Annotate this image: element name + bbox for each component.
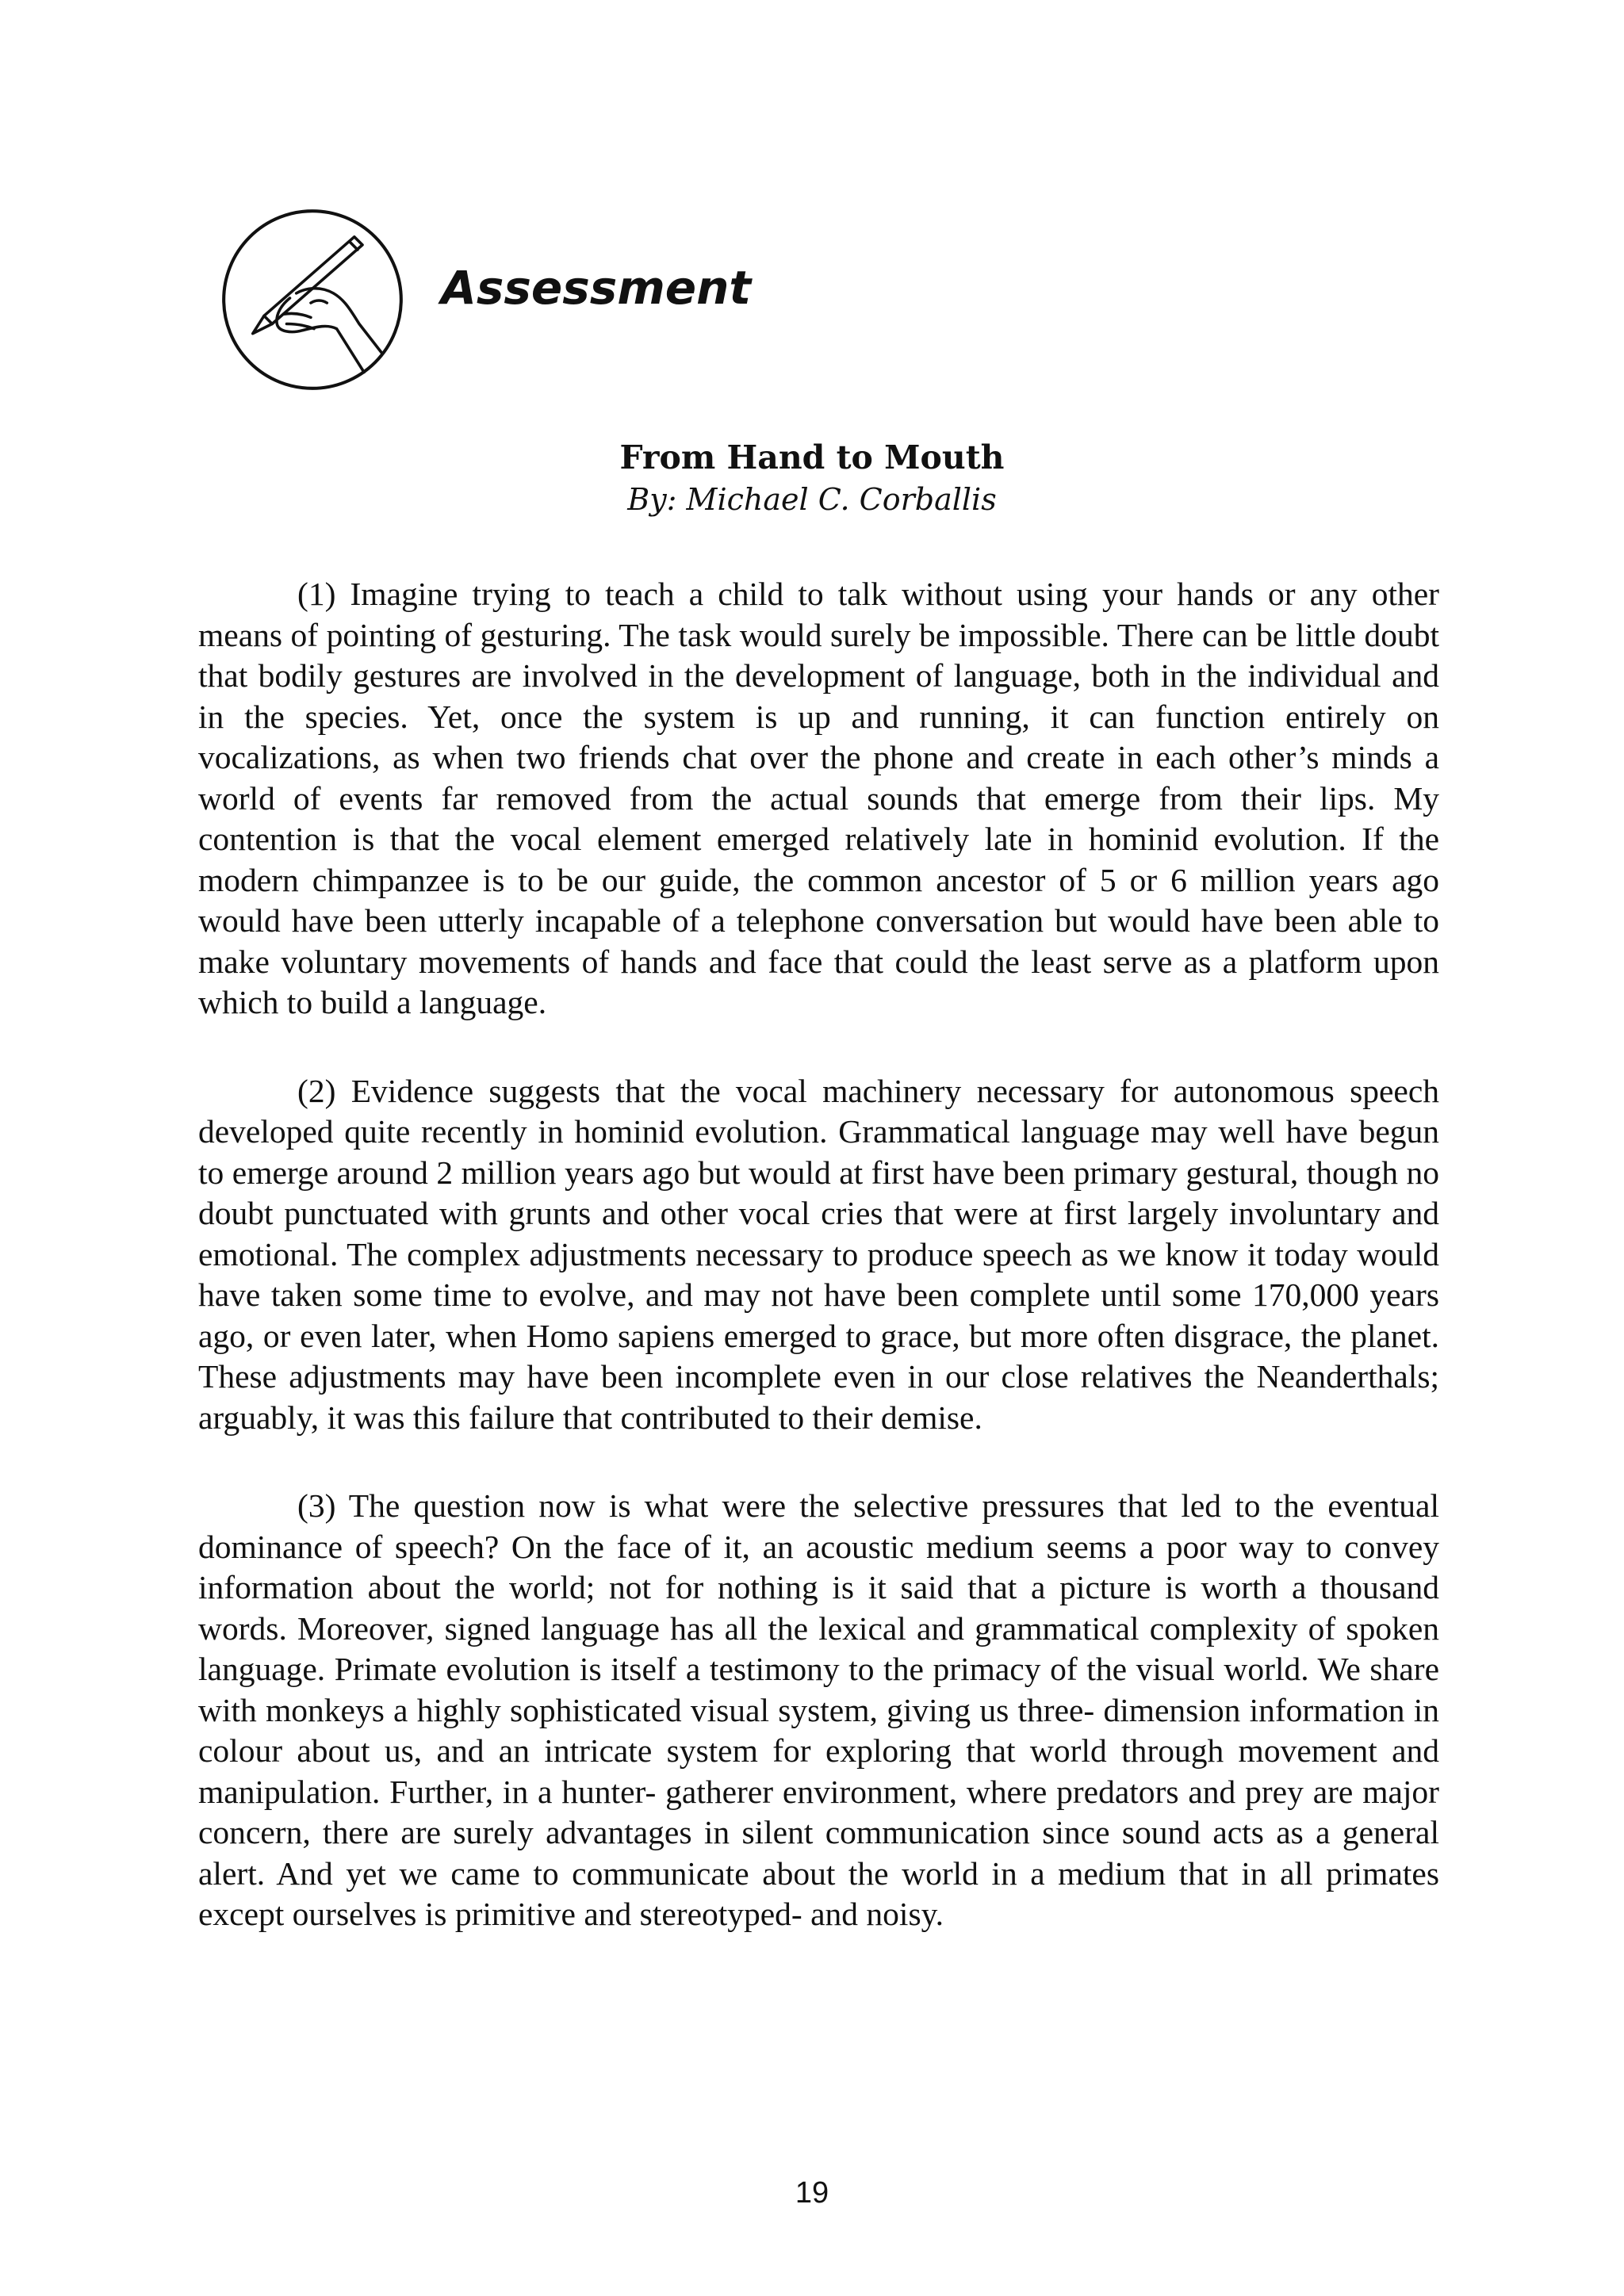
paragraph-3: (3) The question now is what were the selective pressures that led to the eventual dominance of speech? On the face of it, an acoustic medium seems a poor way to convey information about the world; not for nothing is it said that a picture is worth a thousand words. Moreover, signed language has all the lexical and grammatical complexity of spoken language. Primate evolution is itself a testimony to the primacy of the visual world. We share with monkeys a highly sophisticated visual system, giving us three- dimension information in colour about us, and an intricate system for exploring that world through movement and manipulation. Further, in a hunter- gatherer environment, where predators and prey are major concern, there are surely advantages in silent communication since sound acts as a general alert. And yet we came to communicate about the world in a medium that in all primates except ourselves is primitive and stereotyped- and noisy. [198,1487,1439,1932]
section-heading: Assessment [441,261,752,315]
pencil-hand-icon [216,203,409,396]
article-body [198,574,1439,1983]
article-author: By: Michael C. Corballis [627,482,997,517]
paragraph-2: (2) Evidence suggests that the vocal machinery necessary for autonomous speech developed quite recently in hominid evolution. Grammatical language may well have begun to emerge around 2 million years ago but would at first have been primary gestural, though no doubt punctuated with grunts and other vocal cries that were at first largely involuntary and emotional. The complex adjustments necessary to produce speech as we know it today would have taken some time to evolve, and may not have been complete until some 170,000 years ago, or even later, when Homo sapiens emerged to grace, but more often disgrace, the planet. These adjustments may have been incomplete even in our close relatives the Neanderthals; arguably, it was this failure that contributed to their demise. [198,1072,1439,1436]
article-title: From Hand to Mouth [619,438,1005,476]
paragraph-1: (1) Imagine trying to teach a child to talk without using your hands or any other means of pointing of gesturing. The task would surely be impossible. There can be little doubt that bodily gestures are involved in the development of language, both in the individual and in the species. Yet, once the system is up and running, it can function entirely on vocalizations, as when two friends chat over the phone and create in each other’s minds a world of events far removed from the actual sounds that emerge from their lips. My contention is that the vocal element emerged relatively late in hominid evolution. If the modern chimpanzee is to be our guide, the common ancestor of 5 or 6 million years ago would have been utterly incapable of a telephone conversation but would have been able to make voluntary movements of hands and face that could the least serve as a platform upon which to build a language. [198,576,1439,1020]
page-number: 19 [795,2176,829,2210]
